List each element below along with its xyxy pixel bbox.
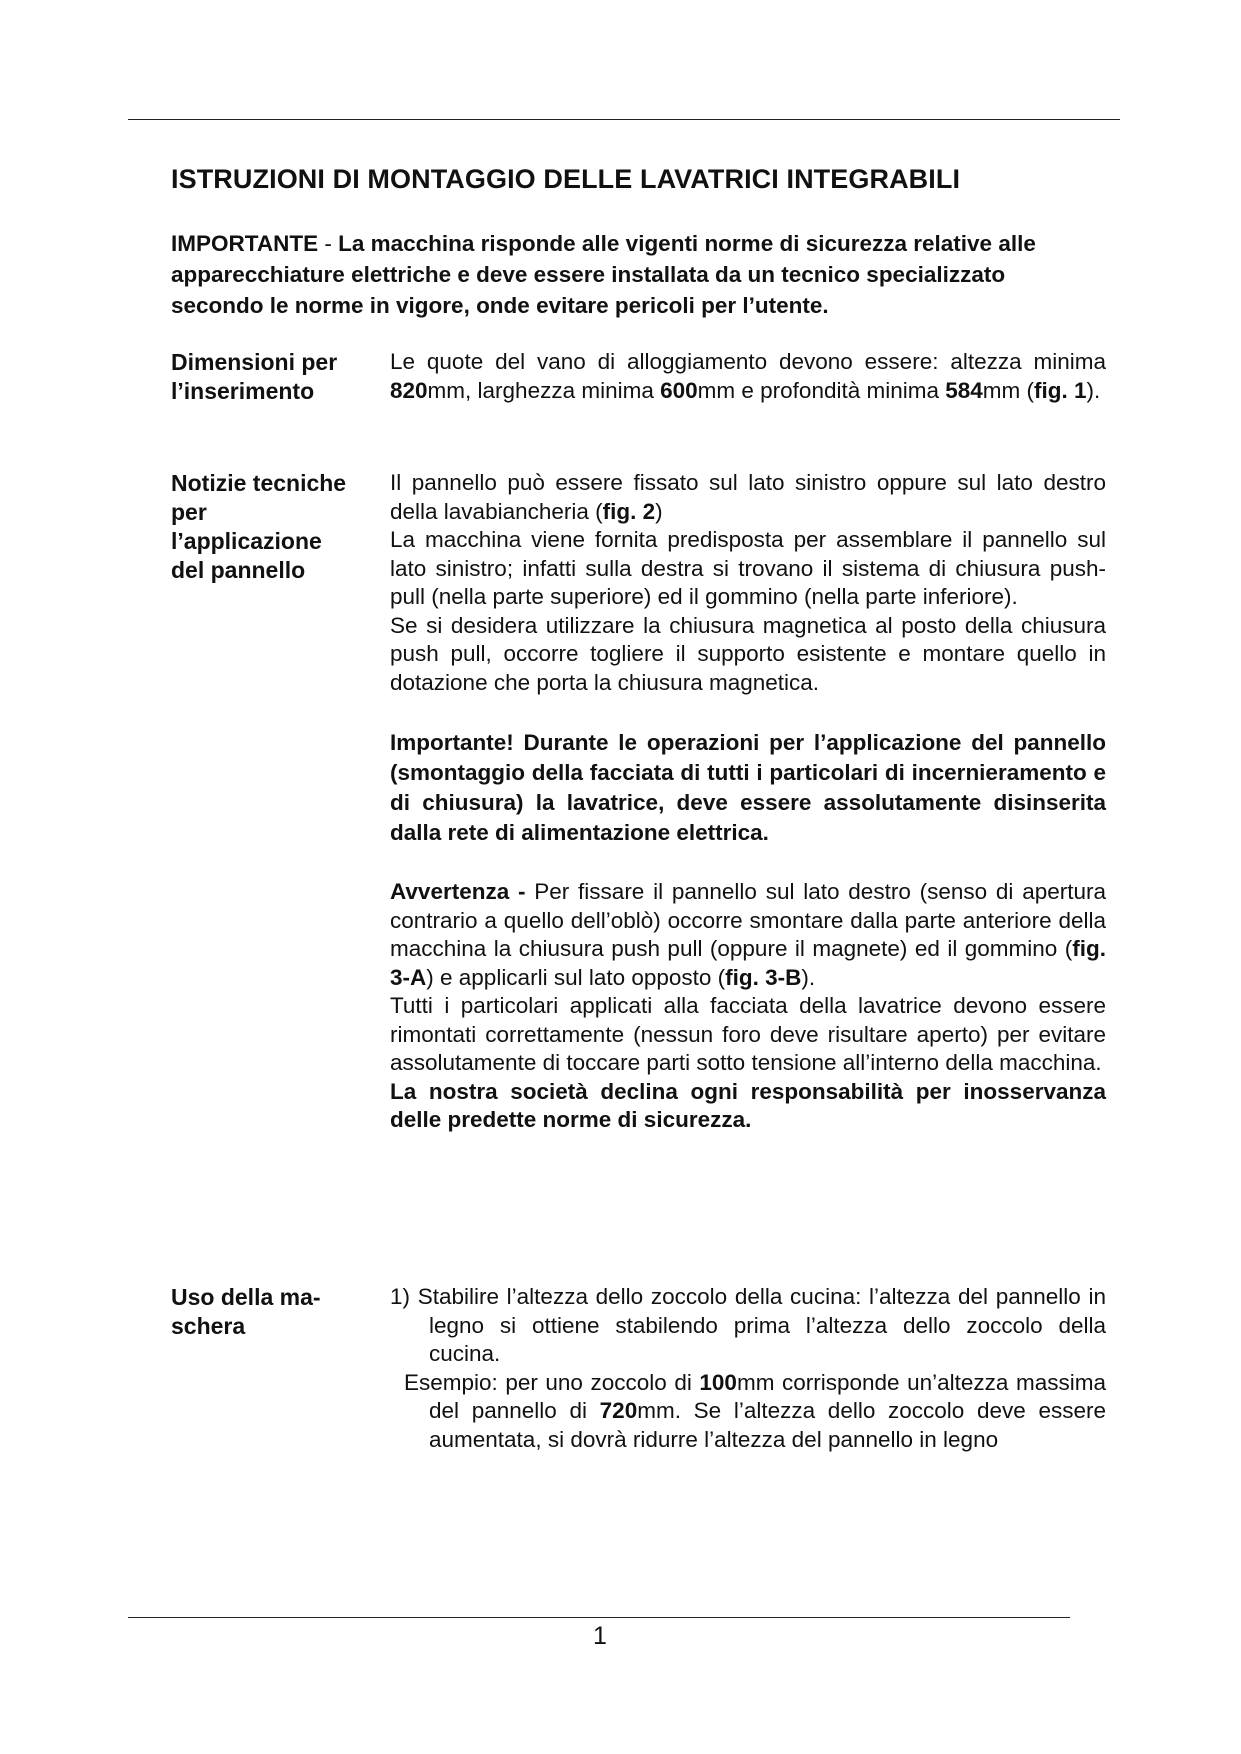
section-body-notizie xyxy=(390,469,1106,1135)
important-notice xyxy=(171,228,1103,321)
disclaimer-paragraph: La nostra società declina ogni responsabilità per inosservanza delle predette norme di sicurezza. xyxy=(390,1078,1106,1132)
section-body-dimensioni xyxy=(390,348,1106,405)
label-line: l’inserimento xyxy=(171,378,315,404)
section-label-notizie xyxy=(171,469,371,585)
text-run: ). xyxy=(1086,377,1101,403)
label-line: schera xyxy=(171,1313,246,1339)
value-depth: 584 xyxy=(945,377,983,403)
value-height: 820 xyxy=(390,377,428,403)
text-run: Per fissare il pannello sul lato destro (senso di apertura contrario a quello dell’oblò) occorre smontare dalla parte anteriore della macchina la chiusura push pull (oppure il magnete) ed il gommino ( xyxy=(390,879,1106,961)
text-run: mm. Se l’altezza dello zoccolo deve essere aumentata, si dovrà ridurre l’altezza del pannello in legno xyxy=(429,1398,1107,1452)
label-line: l’applicazione xyxy=(171,528,322,554)
page-number: 1 xyxy=(593,1622,607,1650)
text-run: Esempio: per uno zoccolo di xyxy=(404,1369,700,1395)
important-separator: - xyxy=(318,231,339,256)
text-run: ) xyxy=(655,498,663,524)
page-title: ISTRUZIONI DI MONTAGGIO DELLE LAVATRICI INTEGRABILI xyxy=(171,164,961,194)
text-run: mm ( xyxy=(982,377,1035,403)
paragraph: Tutti i particolari applicati alla facciata della lavatrice devono essere rimontati correttamente (nessun foro deve risultare aperto) per evitare assolutamente di toccare parti sotto tensione all’interno della macchina. xyxy=(390,993,1106,1075)
paragraph xyxy=(390,469,1106,526)
value-width: 600 xyxy=(660,377,698,403)
section-label-uso xyxy=(171,1283,371,1341)
paragraph xyxy=(390,878,1106,992)
list-item: 1) Stabilire l’altezza dello zoccolo della cucina: l’altezza del pannello in legno si ottiene stabilendo prima l’altezza dello zoccolo della cucina. xyxy=(390,1284,1106,1366)
label-line: Uso della ma- xyxy=(171,1284,321,1310)
top-rule xyxy=(128,119,1120,120)
section-label-dimensioni xyxy=(171,348,371,406)
label-line: Dimensioni per xyxy=(171,349,338,375)
figure-ref: fig. 1 xyxy=(1034,377,1087,403)
avvertenza-lead: Avvertenza - xyxy=(390,879,535,904)
important-text: La macchina risponde alle vigenti norme di sicurezza relative alle apparecchiature elettriche e deve essere installata da un tecnico specializzato secondo le norme in vigore, onde evitare pericoli per l’utente. xyxy=(171,231,1036,318)
figure-ref: fig. 3-B xyxy=(725,964,802,990)
text-run: ). xyxy=(801,964,816,990)
text-run: mm, larghezza minima xyxy=(427,377,661,403)
label-line: per xyxy=(171,499,207,525)
paragraph: Se si desidera utilizzare la chiusura magnetica al posto della chiusura push pull, occorre togliere il supporto esistente e montare quello in dotazione che porta la chiusura magnetica. xyxy=(390,612,1106,695)
warning-paragraph: Importante! Durante le operazioni per l’applicazione del pannello (smontaggio della facciata di tutti i particolari di incernieramento e di chiusura) la lavatrice, deve essere assolutamente disinserita dalla rete di alimentazione elettrica. xyxy=(390,730,1106,845)
label-line: del pannello xyxy=(171,557,306,583)
text-run: Il pannello può essere fissato sul lato sinistro oppure sul lato destro della lavabiancheria ( xyxy=(390,470,1106,524)
text-run: Le quote del vano di alloggiamento devono essere: altezza minima xyxy=(390,349,1106,374)
paragraph: La macchina viene fornita predisposta per assemblare il pannello sul lato sinistro; infatti sulla destra si trovano il sistema di chiusura push-pull (nella parte superiore) ed il gommino (nella parte inferiore). xyxy=(390,527,1106,609)
figure-ref: fig. 2 xyxy=(602,498,656,524)
section-body-uso xyxy=(390,1283,1106,1454)
text-run: mm corrisponde un’altezza massima del pannello di xyxy=(429,1369,1106,1423)
text-run: ) e applicarli sul lato opposto ( xyxy=(426,964,726,990)
text-run: mm e profondità minima xyxy=(697,377,946,403)
bottom-rule xyxy=(128,1617,1070,1618)
paragraph xyxy=(390,348,1106,405)
value-plinth: 100 xyxy=(699,1369,737,1395)
label-line: Notizie tecniche xyxy=(171,470,347,496)
example-paragraph xyxy=(390,1369,1106,1455)
figure-ref: fig. 3-A xyxy=(390,936,1106,990)
value-panel-height: 720 xyxy=(599,1398,638,1423)
important-lead: IMPORTANTE xyxy=(171,231,319,256)
